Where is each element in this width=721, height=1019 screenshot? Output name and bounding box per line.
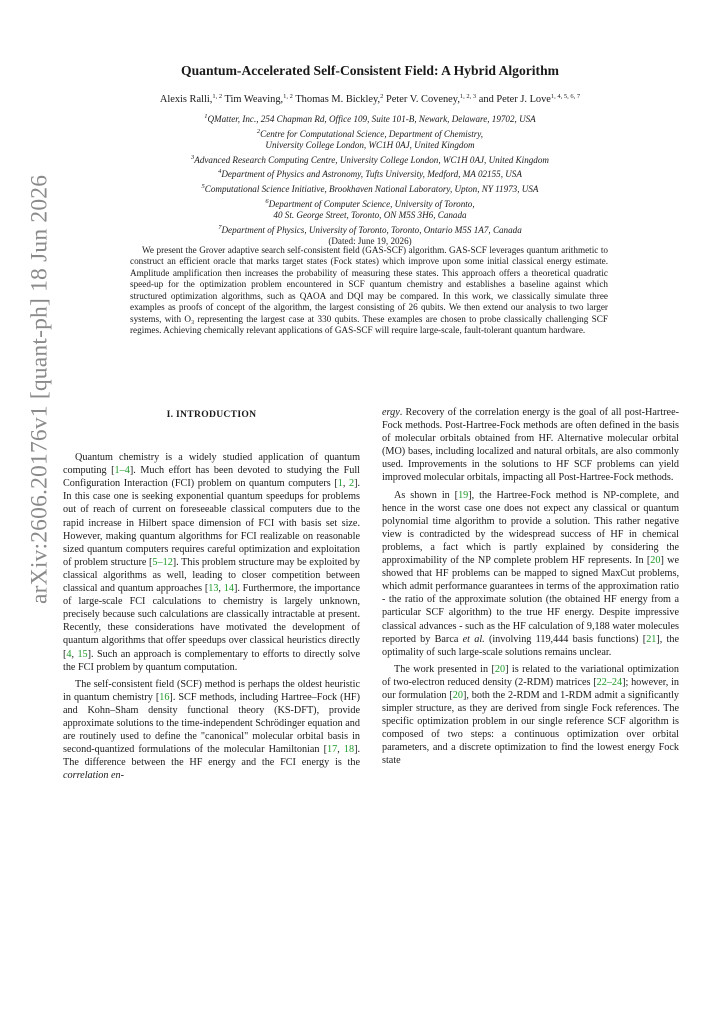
author-affiliation-marker: 2: [380, 93, 384, 100]
emphasis-text: et al.: [462, 633, 485, 645]
intro-paragraph: The self-consistent field (SCF) method is perhaps the oldest heuristic in quantum chemistry [16]. SCF methods, including Hartree–Fock (HF) and Kohn–Sham density functional theory (KS-DFT), provide approximate solutions to the time-independent Schrödinger equation and are routinely used to define the "canonical" molecular orbital basis in second-quantized formulations of the molecular Hamiltonian [17, 18]. The difference between the HF energy and the FCI energy is the correlation en-: [63, 678, 361, 782]
affiliation-text: University College London, WC1H 0AJ, United Kingdom: [265, 140, 475, 151]
affiliation-text: Department of Physics and Astronomy, Tufts University, Medford, MA 02155, USA: [221, 169, 522, 180]
section-heading: I. INTRODUCTION: [166, 409, 257, 420]
citation-link: 20: [494, 663, 506, 675]
right-column: [382, 406, 679, 768]
citation-link: 15: [77, 648, 88, 660]
affiliation-line: [90, 111, 650, 126]
affiliation-line: [90, 181, 650, 196]
affiliation-line: [90, 152, 650, 167]
author-affiliation-marker: 1, 2: [283, 93, 293, 100]
affiliation-line: [90, 140, 650, 152]
affiliations: [90, 111, 650, 248]
citation-link: 13: [208, 583, 219, 595]
left-column-body: [63, 451, 360, 782]
citation-link: 14: [223, 583, 234, 595]
emphasis-text: correlation en-: [63, 770, 125, 782]
citation-link: 20: [452, 689, 463, 701]
author-list: [70, 93, 670, 105]
affiliation-marker: 4: [218, 168, 222, 176]
author-name: Peter V. Coveney,: [385, 94, 460, 105]
emphasis-text: ergy: [382, 407, 400, 418]
affiliation-line: [90, 222, 650, 237]
affiliation-line: [90, 196, 650, 211]
citation-link: 19: [458, 489, 469, 501]
left-column: [63, 408, 360, 782]
citation-link: 20: [650, 555, 661, 567]
author-affiliation-marker: 1, 4, 5, 6, 7: [550, 93, 581, 100]
right-column-body: [382, 406, 679, 768]
citation-link: 18: [343, 744, 355, 756]
citation-link: 22–24: [596, 676, 623, 688]
author-affiliation-marker: 1, 2, 3: [459, 93, 477, 100]
affiliation-line: [90, 166, 650, 181]
citation-link: 2: [348, 478, 355, 490]
affiliation-text: 40 St. George Street, Toronto, ON M5S 3H6, Canada: [273, 210, 467, 221]
affiliation-line: [90, 126, 650, 141]
affiliation-marker: 5: [201, 182, 205, 190]
affiliation-text: Advanced Research Computing Centre, University College London, WC1H 0AJ, United Kingdom: [194, 154, 549, 165]
arxiv-identifier: arXiv:2606.20176v1 [quant-ph] 18 Jun 2026: [26, 174, 53, 604]
affiliation-line: [90, 210, 650, 222]
affiliation-marker: 2: [256, 127, 261, 135]
intro-paragraph: As shown in [19], the Hartree-Fock method is NP-complete, and hence in the worst case one does not expect any classical or quantum polynomial time algorithm to provide a solution. This rather negative view is contradicted by the widespread success of HF in chemical problems, a fact which is partly explained by considering the approximability of the NP complete problem HF represents. In [20] we showed that HF problems can be mapped to signed MaxCut problems, which admit performance guarantees in terms of the approximation ratio - the ratio of the approximate solution (the obtained HF energy from a particular SCF algorithm) to the true HF energy. Despite impressive classical advances - such as the HF calculation of 9,188 water molecules reported by Barca et al. (involving 119,444 basis functions) [21], the optimality of such large-scale solutions remains unclear.: [382, 489, 680, 658]
citation-link: 21: [646, 633, 657, 645]
affiliation-text: Department of Physics, University of Toronto, Toronto, Ontario M5S 1A7, Canada: [221, 224, 522, 235]
citation-link: 1–4: [114, 465, 130, 477]
arxiv-sidebar: [20, 174, 60, 604]
author-name: Alexis Ralli,: [159, 94, 213, 105]
citation-link: 1: [337, 478, 343, 490]
affiliation-marker: 3: [191, 153, 195, 161]
affiliation-marker: 1: [204, 113, 208, 120]
citation-link: 4: [66, 648, 72, 660]
paper-title: Quantum-Accelerated Self-Consistent Field: A Hybrid Algorithm: [181, 63, 559, 78]
author-affiliation-marker: 1, 2: [212, 93, 223, 100]
affiliation-text: Department of Computer Science, University of Toronto,: [268, 198, 475, 209]
citation-link: 5–12: [152, 556, 173, 568]
dated-line: (Dated: June 19, 2026): [328, 236, 412, 247]
citation-link: 16: [159, 691, 170, 703]
author-name: Tim Weaving,: [224, 94, 284, 105]
abstract: We present the Grover adaptive search self-consistent field (GAS-SCF) algorithm. GAS-SCF leverages quantum arithmetic to construct an efficient oracle that marks target states (Fock states) which improve upon some initial classical energy estimate. Amplitude amplification then increases the probability of measuring these states. This approach offers a theoretical quadratic speed-up for the optimization problem encountered in SCF quantum chemistry and establishes a baseline against which structured optimization algorithms, such as QAOA and DQI may be compared. In this work, we classically simulate three examples as proofs of concept of the algorithm, the largest consisting of 26 qubits. We then extend our analysis to two larger systems, with O₃ representing the largest case at 330 qubits. These examples are chosen to probe classically challenging SCF regimes. Achieving chemically relevant applications of GAS-SCF will require large-scale, fault-tolerant quantum hardware.: [130, 245, 608, 336]
intro-paragraph: The work presented in [20] is related to the variational optimization of two-electron reduced density (2-RDM) matrices [22–24]; however, in our formulation [20], both the 2-RDM and 1-RDM admit a significantly simpler structure, as they are derived from single Fock references. The specific optimization problem in our single reference SCF algorithm is composed of two steps: a continuous optimization over orbital parameters, and a discrete optimization to find the lowest energy Fock state: [382, 663, 680, 767]
affiliation-marker: 6: [265, 197, 269, 205]
affiliation-marker: 7: [218, 223, 222, 231]
author-name: Thomas M. Bickley,: [295, 94, 381, 105]
author-name: and Peter J. Love: [478, 94, 551, 105]
citation-link: 17: [327, 744, 338, 756]
affiliation-text: Centre for Computational Science, Department of Chemistry,: [260, 128, 484, 139]
affiliation-text: Computational Science Initiative, Brookhaven National Laboratory, Upton, NY 11973, USA: [204, 183, 539, 194]
intro-paragraph: ergy. Recovery of the correlation energy is the goal of all post-Hartree-Fock methods. Post-Hartree-Fock methods are often defined in the basis of molecular orbitals obtained from HF. Alternative molecular orbital (MO) bases, including localized and natural orbitals, are also commonly used. Improvements in the solutions to HF SCF problems can yield improved molecular orbitals, impacting all Post-Hartree-Fock methods.: [382, 407, 679, 484]
intro-paragraph: Quantum chemistry is a widely studied application of quantum computing [1–4]. Much effort has been devoted to studying the Full Configuration Interaction (FCI) problem on quantum computers [1, 2]. In this case one is seeking exponential quantum speedups for problems out of reach of current on foreseeable classical computers due to the rapid increase in Hilbert space dimension of FCI with basis set size. However, making quantum algorithms for FCI realizable on reasonable sized quantum computers requires careful optimization and exploitation of problem structure [5–12]. This problem structure may be exploited by classical algorithms as well, leading to closer competition between classical and quantum approaches [13, 14]. Furthermore, the importance of large-scale FCI calculations to chemistry is largely unknown, precisely because such calculations are classically intractable at present. Recently, these considerations have motivated the development of quantum algorithms that offer speedups over classical heuristics directly [4, 15]. Such an approach is complementary to efforts to directly solve the FCI problem by quantum computation.: [63, 452, 361, 673]
affiliation-text: QMatter, Inc., 254 Chapman Rd, Office 109, Suite 101-B, Newark, Delaware, 19702, USA: [207, 114, 536, 124]
